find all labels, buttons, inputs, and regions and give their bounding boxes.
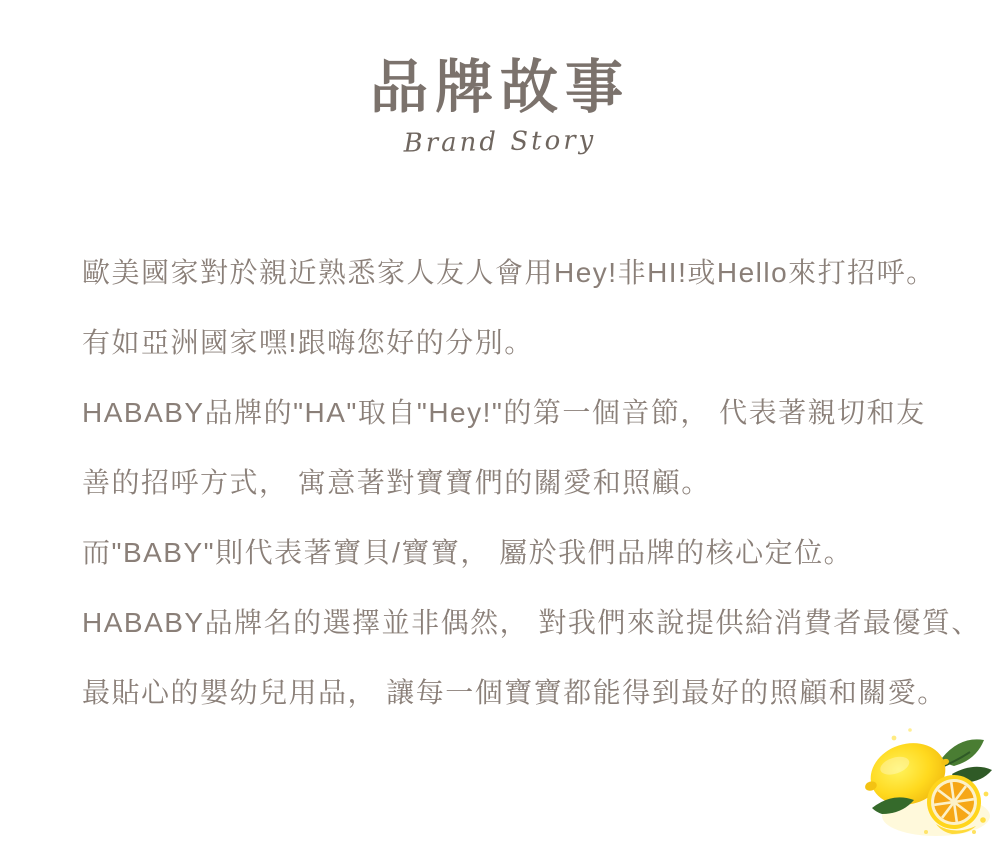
story-line: HABABY品牌的"HA"取自"Hey!"的第一個音節， 代表著親切和友 [82,397,926,428]
story-line: HABABY品牌名的選擇並非偶然， 對我們來說提供給消費者最優質、 [82,607,981,638]
brand-story-text [82,238,981,728]
page-title: 品牌故事 [369,55,630,120]
page-subtitle: Brand Story [403,125,597,159]
lemon-illustration-icon [856,720,1000,846]
story-line: 最貼心的嬰幼兒用品， 讓每一個寶寶都能得到最好的照顧和關愛。 [82,677,947,708]
story-line: 善的招呼方式， 寓意著對寶寶們的關愛和照顧。 [82,467,711,498]
story-line: 歐美國家對於親近熟悉家人友人會用Hey!非HI!或Hello來打招呼。 [82,257,936,288]
story-line: 而"BABY"則代表著寶貝/寶寶， 屬於我們品牌的核心定位。 [82,537,854,568]
story-line: 有如亞洲國家嘿!跟嗨您好的分別。 [82,327,534,358]
